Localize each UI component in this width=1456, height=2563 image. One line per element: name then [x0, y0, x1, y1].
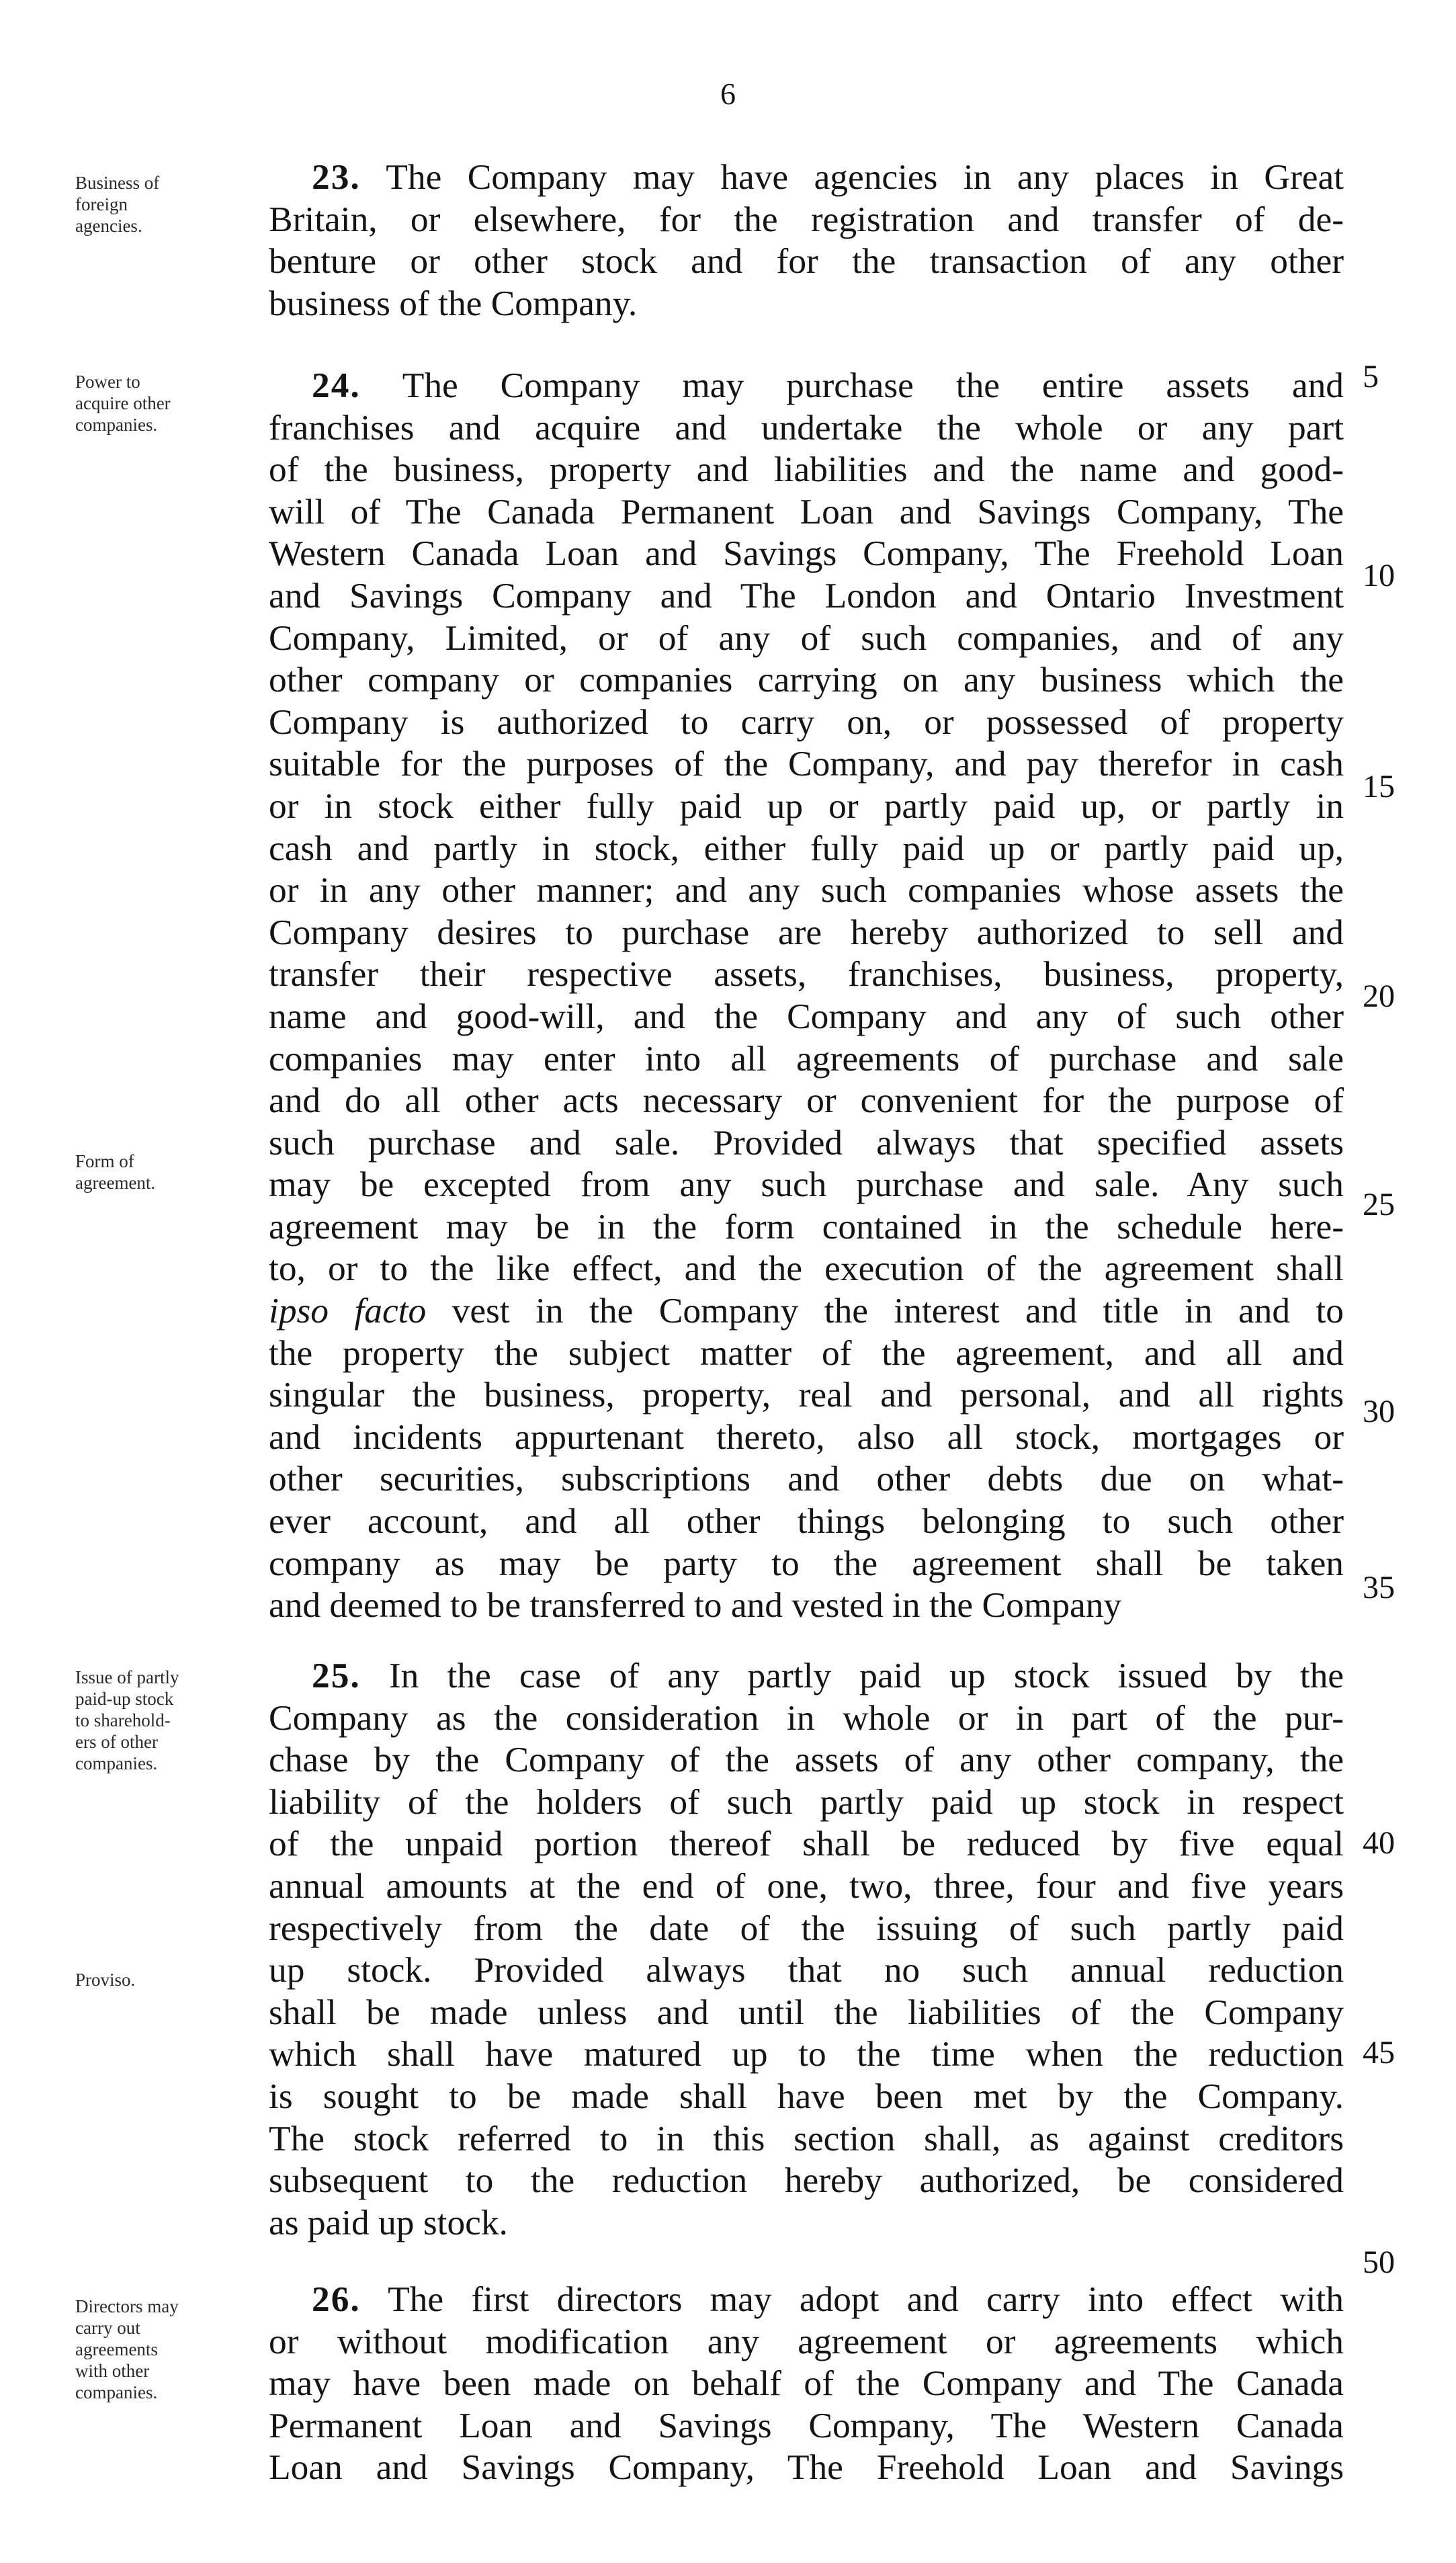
line-number: 25 [1363, 1187, 1395, 1222]
text-line: is sought to be made shall have been met by the Company. [269, 2075, 1344, 2116]
line-number: 35 [1363, 1570, 1395, 1605]
line-number: 20 [1363, 978, 1395, 1014]
text-line: ipso facto vest in the Company the interest and title in and to [269, 1290, 1344, 1331]
section-23 [269, 156, 1344, 324]
section-number: 25. [312, 1655, 361, 1695]
text-line: respectively from the date of the issuing of such partly paid [269, 1907, 1344, 1948]
text-line: companies may enter into all agreements of purchase and sale [269, 1038, 1344, 1079]
text-line: as paid up stock. [269, 2201, 508, 2242]
text-line: Loan and Savings Company, The Freehold Loan and Savings [269, 2447, 1344, 2488]
text-line: subsequent to the reduction hereby authorized, be considered [269, 2160, 1344, 2201]
section-first-line: 23. The Company may have agencies in any places in Great [312, 157, 1344, 197]
text-line: may be excepted from any such purchase and sale. Any such [269, 1164, 1344, 1205]
text-line: may have been made on behalf of the Company and The Canada [269, 2363, 1344, 2404]
text-line: Company as the consideration in whole or in part of the pur- [269, 1697, 1344, 1738]
section-25 [269, 1654, 1344, 2243]
italic-phrase: ipso facto [269, 1290, 427, 1331]
text-line: benture or other stock and for the transaction of any other [269, 241, 1344, 282]
text-line: and incidents appurtenant thereto, also all stock, mortgages or [269, 1416, 1344, 1457]
line-number: 15 [1363, 769, 1395, 804]
text-line: The stock referred to in this section shall, as against creditors [269, 2117, 1344, 2158]
text-line: cash and partly in stock, either fully paid up or partly paid up, [269, 827, 1344, 868]
text-line: agreement may be in the form contained in the schedule here- [269, 1206, 1344, 1247]
text-line: the property the subject matter of the agreement, and all and [269, 1332, 1344, 1373]
text-line: Britain, or elsewhere, for the registration and transfer of de- [269, 198, 1344, 239]
margin-note-business-foreign-agencies: Business of foreign agencies. [75, 173, 160, 236]
text-line: Company desires to purchase are hereby authorized to sell and [269, 911, 1344, 952]
text-line: and do all other acts necessary or convenient for the purpose of [269, 1080, 1344, 1121]
margin-note-proviso: Proviso. [75, 1970, 136, 1990]
text-line: and Savings Company and The London and Ontario Investment [269, 575, 1344, 616]
text-line: other securities, subscriptions and other debts due on what- [269, 1458, 1344, 1499]
section-26 [269, 2278, 1344, 2488]
section-first-line: 25. In the case of any partly paid up stock issued by the [312, 1655, 1344, 1695]
line-number: 5 [1363, 359, 1379, 394]
section-first-line: 24. The Company may purchase the entire assets and [312, 365, 1344, 405]
text-line: other company or companies carrying on any business which the [269, 659, 1344, 700]
section-number: 26. [312, 2279, 361, 2319]
text-line: ever account, and all other things belonging to such other [269, 1501, 1344, 1542]
line-number: 45 [1363, 2035, 1395, 2070]
text-line: annual amounts at the end of one, two, three, four and five years [269, 1865, 1344, 1906]
text-line: of the business, property and liabilities and the name and good- [269, 449, 1344, 490]
text-line: Company is authorized to carry on, or possessed of property [269, 701, 1344, 742]
margin-note-directors-carry-out-agreements: Directors may carry out agreements with other companies. [75, 2296, 179, 2402]
text-line: or in stock either fully paid up or partly paid up, or partly in [269, 785, 1344, 826]
text-line: name and good-will, and the Company and any of such other [269, 995, 1344, 1036]
line-number: 10 [1363, 558, 1395, 593]
text-line: transfer their respective assets, franchises, business, property, [269, 954, 1344, 995]
margin-note-issue-partly-paid-stock: Issue of partly paid-up stock to sharehold- ers of other companies. [75, 1667, 179, 1773]
page-number: 6 [720, 77, 736, 111]
text-line: Company, Limited, or of any of such companies, and of any [269, 617, 1344, 658]
text-line: company as may be party to the agreement shall be taken [269, 1542, 1344, 1583]
text-line: franchises and acquire and undertake the whole or any part [269, 407, 1344, 448]
text-line: of the unpaid portion thereof shall be reduced by five equal [269, 1823, 1344, 1864]
text-line: up stock. Provided always that no such annual reduction [269, 1949, 1344, 1990]
section-number: 23. [312, 157, 361, 197]
text-line: Permanent Loan and Savings Company, The Western Canada [269, 2404, 1344, 2445]
text-line: Western Canada Loan and Savings Company, The Freehold Loan [269, 533, 1344, 574]
text-line: liability of the holders of such partly paid up stock in respect [269, 1781, 1344, 1822]
text-line: business of the Company. [269, 282, 638, 323]
text-line: which shall have matured up to the time when the reduction [269, 2033, 1344, 2074]
margin-note-form-of-agreement: Form of agreement. [75, 1151, 156, 1193]
line-number: 30 [1363, 1394, 1395, 1429]
text-line: singular the business, property, real and personal, and all rights [269, 1374, 1344, 1415]
section-24 [269, 364, 1344, 1626]
text-line: or without modification any agreement or agreements which [269, 2320, 1344, 2361]
text-line: will of The Canada Permanent Loan and Savings Company, The [269, 491, 1344, 532]
line-number: 50 [1363, 2244, 1395, 2280]
text-line: to, or to the like effect, and the execution of the agreement shall [269, 1248, 1344, 1289]
margin-note-power-acquire-companies: Power to acquire other companies. [75, 372, 171, 435]
text-line: shall be made unless and until the liabilities of the Company [269, 1991, 1344, 2032]
line-number: 40 [1363, 1825, 1395, 1861]
text-line: and deemed to be transferred to and vested in the Company [269, 1585, 1122, 1626]
text-line: or in any other manner; and any such companies whose assets the [269, 870, 1344, 911]
text-line: suitable for the purposes of the Company, and pay therefor in cash [269, 743, 1344, 784]
section-first-line: 26. The first directors may adopt and carry into effect with [312, 2279, 1344, 2319]
text-line: chase by the Company of the assets of any other company, the [269, 1739, 1344, 1780]
text-line: such purchase and sale. Provided always that specified assets [269, 1122, 1344, 1163]
section-number: 24. [312, 365, 361, 405]
